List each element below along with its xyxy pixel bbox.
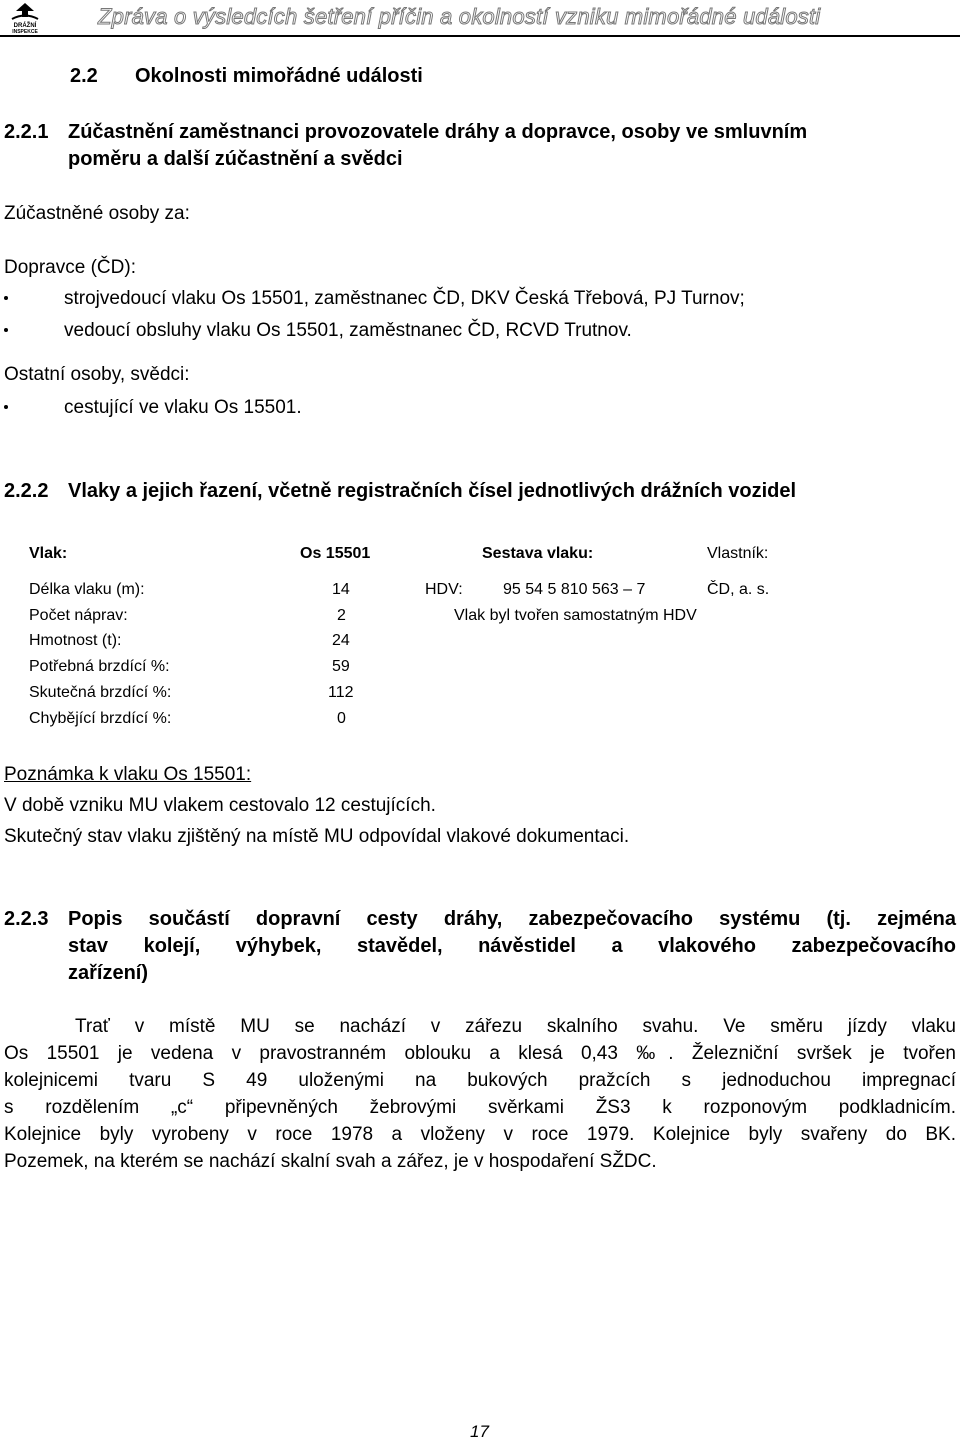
table-train-number: Os 15501 [300,545,371,562]
section-2-2-1-title-line2: poměru a další zúčastnění a svědci [68,148,403,170]
bullet-icon [4,405,8,409]
table-row-label: Počet náprav: [29,607,128,624]
body-line: Pozemek, na kterém se nachází skalní svah a zářez, je v hospodaření SŽDC. [4,1151,657,1172]
section-2-2-2-number: 2.2.2 [4,480,49,502]
section-2-2-2-title: Vlaky a jejich řazení, včetně registračních čísel jednotlivých drážních vozidel [68,480,797,502]
section-2-2-3-title-line: zařízení) [68,962,149,984]
section-2-2-title: Okolnosti mimořádné události [135,65,423,87]
participants-intro: Zúčastněné osoby za: [4,203,190,224]
table-row-value: 24 [332,632,350,649]
carrier-item: strojvedoucí vlaku Os 15501, zaměstnanec ČD, DKV Česká Třebová, PJ Turnov; [64,288,745,310]
hdv-number: 95 54 5 810 563 – 7 [503,581,646,598]
composition-note: Vlak byl tvořen samostatným HDV [454,607,697,624]
note-line: Skutečný stav vlaku zjištěný na místě MU odpovídal vlakové dokumentaci. [4,826,630,847]
body-line: s rozdělením „c“ připevněných žebrovými svěrkami ŽS3 k rozponovým podkladnicím. [4,1097,956,1118]
table-header-sestava: Sestava vlaku: [482,545,594,562]
table-row-label: Chybějící brzdící %: [29,710,172,727]
carrier-item: vedoucí obsluhy vlaku Os 15501, zaměstnanec ČD, RCVD Trutnov. [64,320,632,342]
table-row-value: 112 [328,684,354,701]
table-row-label: Potřebná brzdící %: [29,658,170,675]
header-title: Zpráva o výsledcích šetření příčin a okolností vzniku mimořádné události [98,4,821,29]
page-number: 17 [470,1422,489,1441]
note-line: V době vzniku MU vlakem cestovalo 12 cestujících. [4,795,436,816]
body-line: Kolejnice byly vyrobeny v roce 1978 a vloženy v roce 1979. Kolejnice byly svařeny do BK. [4,1124,956,1145]
svg-text:DRÁŽNÍ: DRÁŽNÍ [13,23,37,29]
section-2-2-3-number: 2.2.3 [4,908,49,930]
section-2-2-1-title-line1: Zúčastnění zaměstnanci provozovatele dráhy a dopravce, osoby ve smluvním [68,121,808,143]
table-header-vlastnik: Vlastník: [707,545,769,562]
table-header-vlak: Vlak: [29,545,68,562]
others-item: cestující ve vlaku Os 15501. [64,397,302,419]
bullet-icon [4,296,8,300]
body-line: Trať v místě MU se nachází v zářezu skalního svahu. Ve směru jízdy vlaku [75,1016,956,1037]
svg-text:INSPEKCE: INSPEKCE [12,29,38,34]
header-divider [0,35,960,37]
body-line: Os 15501 je vedena v pravostranném oblouku a klesá 0,43 ‰. Železniční svršek je tvořen [4,1043,956,1064]
section-2-2-1-number: 2.2.1 [4,121,49,143]
note-heading: Poznámka k vlaku Os 15501: [4,764,252,785]
table-row-value: 14 [332,581,350,598]
carrier-label: Dopravce (ČD): [4,257,136,278]
owner-value: ČD, a. s. [707,581,770,598]
body-line: kolejnicemi tvaru S 49 uloženými na bukových pražcích s jednoduchou impregnací [4,1070,956,1091]
table-row-label: Hmotnost (t): [29,632,122,649]
table-row-label: Skutečná brzdící %: [29,684,172,701]
table-row-label: Délka vlaku (m): [29,581,145,598]
table-row-value: 59 [332,658,350,675]
table-row-value: 2 [337,607,346,624]
hdv-label: HDV: [425,581,463,598]
section-2-2-number: 2.2 [70,65,98,87]
table-row-value: 0 [337,710,346,727]
section-2-2-3-title-line: Popis součástí dopravní cesty dráhy, zabezpečovacího systému (tj. zejména [68,908,956,930]
others-label: Ostatní osoby, svědci: [4,364,190,385]
drazni-inspekce-logo [4,2,46,34]
bullet-icon [4,328,8,332]
section-2-2-3-title-line: stav kolejí, výhybek, stavědel, návěstidel a vlakového zabezpečovacího [68,935,956,957]
